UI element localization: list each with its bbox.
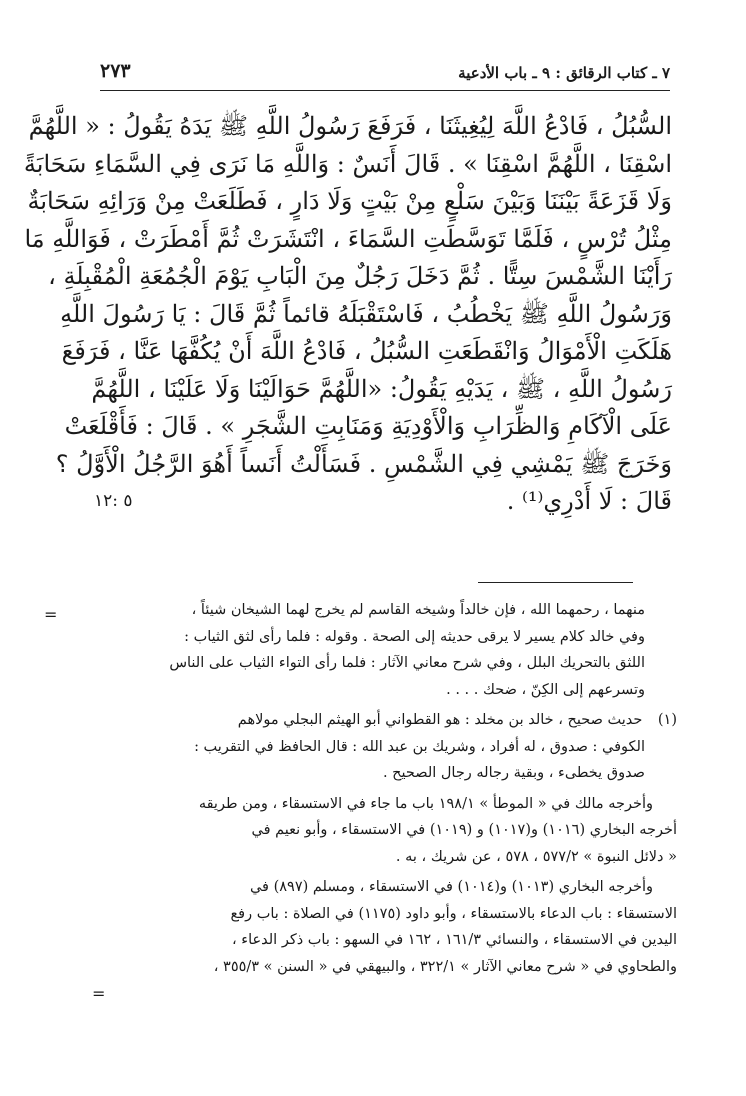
footnote-1 bbox=[92, 707, 677, 787]
footnote-line: اللثق بالتحريك البلل ، وفي شرح معاني الآثار : فلما رأى التواء الثياب على الناس bbox=[169, 655, 645, 671]
footnote-line: وتسرعهم إلى الكِنّ ، ضحك . . . . bbox=[446, 681, 645, 698]
header-rule bbox=[100, 90, 670, 91]
footnote-paragraph bbox=[92, 791, 677, 871]
footnote-line-text: حديث صحيح ، خالد بن مخلد : هو القطواني أبو الهيثم البجلي مولاهم bbox=[237, 712, 643, 728]
footnote-line: أخرجه البخاري (١٠١٦) و(١٠١٧) و (١٠١٩) في الاستسقاء ، وأبو نعيم في bbox=[251, 822, 677, 838]
continuation-mark-end: = bbox=[92, 984, 106, 1003]
footnote-line: وأخرجه البخاري (١٠١٣) و(١٠١٤) في الاستسقاء ، ومسلم (٨٩٧) في bbox=[249, 879, 653, 895]
footnote-separator bbox=[478, 582, 633, 583]
footnote-line bbox=[92, 707, 677, 734]
hadith-line: وَرَسُولُ اللَّهِ ﷺ يَخْطُبُ ، فَاسْتَقْبَلَهُ قائماً ثُمَّ قَالَ : يَا رَسُولَ اللَّهِ bbox=[60, 299, 672, 328]
hadith-line: عَلَى الْآكَامِ وَالظِّرَابِ وَالْأَوْدِيَةِ وَمَنَابِتِ الشَّجَرِ » . قَالَ : فَأَقْلَعَتْ bbox=[64, 412, 672, 440]
hadith-last-line bbox=[92, 483, 672, 521]
footnote-line: الاستسقاء : باب الدعاء بالاستسقاء ، وأبو داود (١١٧٥) في الصلاة : باب رفع bbox=[230, 905, 677, 922]
hadith-line: وَخَرَجَ ﷺ يَمْشِي فِي الشَّمْسِ . فَسَأَلْتُ أَنَساً أَهُوَ الرَّجُلُ الْأَوَّلُ ؟ bbox=[55, 449, 672, 478]
hadith-line: رَأَيْنَا الشَّمْسَ سِتًّا . ثُمَّ دَخَلَ رَجُلٌ مِنَ الْبَابِ يَوْمَ الْجُمُعَةِ الْمُقْبِلَةِ ، bbox=[48, 262, 672, 290]
running-title: ٧ ـ كتاب الرقائق : ٩ ـ باب الأدعية bbox=[458, 64, 670, 82]
footnote-line: منهما ، رحمهما الله ، فإن خالداً وشيخه القاسم لم يخرج لهما الشيخان شيئاً ، bbox=[191, 602, 645, 618]
hadith-line: السُّبُلُ ، فَادْعُ اللَّهَ لِيُغِيثَنَا ، فَرَفَعَ رَسُولُ اللَّهِ ﷺ يَدَهُ يَقُولُ : « اللَّهُمَّ bbox=[28, 112, 672, 140]
hadith-line: هَلَكَتِ الْأَمْوَالُ وَانْقَطَعَتِ السُّبُلُ ، فَادْعُ اللَّهَ أَنْ يُكُفَّهَا عَنَّا ، فَرَفَعَ bbox=[61, 337, 672, 365]
footnote-continuation bbox=[92, 597, 677, 703]
page-header bbox=[100, 56, 670, 90]
footnote-paragraph bbox=[92, 874, 677, 980]
footnote-marker: (١) bbox=[657, 712, 677, 728]
page-number: ٢٧٣ bbox=[100, 60, 131, 82]
hadith-line: اسْقِنَا ، اللَّهُمَّ اسْقِنَا » . قَالَ أَنَسٌ : وَاللَّهِ مَا نَرَى فِي السَّمَاءِ سَحَابَةً bbox=[23, 149, 672, 178]
hadith-reference: ٥ :١٢ bbox=[94, 491, 133, 511]
footnote-line: « دلائل النبوة » ٥٧٧/٢ ، ٥٧٨ ، عن شريك ، به . bbox=[395, 848, 677, 865]
hadith-line: رَسُولُ اللَّهِ ، ﷺ ، يَدَيْهِ يَقُولُ: «اللَّهُمَّ حَوَالَيْنَا وَلَا عَلَيْنَا ، اللَّهُمَّ bbox=[91, 374, 672, 403]
hadith-text bbox=[23, 108, 672, 521]
footnotes bbox=[92, 597, 677, 984]
hadith-line-text: قَالَ : لَا أَدْرِي⁽¹⁾ . bbox=[506, 487, 672, 515]
hadith-line: مِثْلُ تُرْسٍ ، فَلَمَّا تَوَسَّطَتِ السَّمَاءَ ، انْتَشَرَتْ ثُمَّ أَمْطَرَتْ ، فَوَاللَّهِ مَا bbox=[24, 224, 672, 253]
footnote-line: الكوفي : صدوق ، له أفراد ، وشريك بن عبد الله : قال الحافظ في التقريب : bbox=[194, 738, 645, 755]
footnote-line: وأخرجه مالك في « الموطأ » ١٩٨/١ باب ما جاء في الاستسقاء ، ومن طريقه bbox=[198, 795, 653, 812]
footnote-line: والطحاوي في « شرح معاني الآثار » ٣٢٢/١ ، والبيهقي في « السنن » ٣٥٥/٣ ، bbox=[213, 958, 677, 975]
footnote-line: صدوق يخطىء ، وبقية رجاله رجال الصحيح . bbox=[382, 765, 645, 781]
footnote-line: اليدين في الاستسقاء ، والنسائي ١٦١/٣ ، ١٦٢ في السهو : باب ذكر الدعاء ، bbox=[231, 932, 677, 948]
continuation-mark: = bbox=[44, 605, 58, 624]
hadith-line: وَلَا قَزَعَةً بَيْنَنَا وَبَيْنَ سَلْعٍ مِنْ بَيْتٍ وَلَا دَارٍ ، فَطَلَعَتْ مِنْ وَرَائِهِ سَحَابَةٌ bbox=[27, 187, 672, 215]
footnote-line: وفي خالد كلام يسير لا يرقى حديثه إلى الصحة . وقوله : فلما رأى لثق الثياب : bbox=[184, 628, 645, 645]
